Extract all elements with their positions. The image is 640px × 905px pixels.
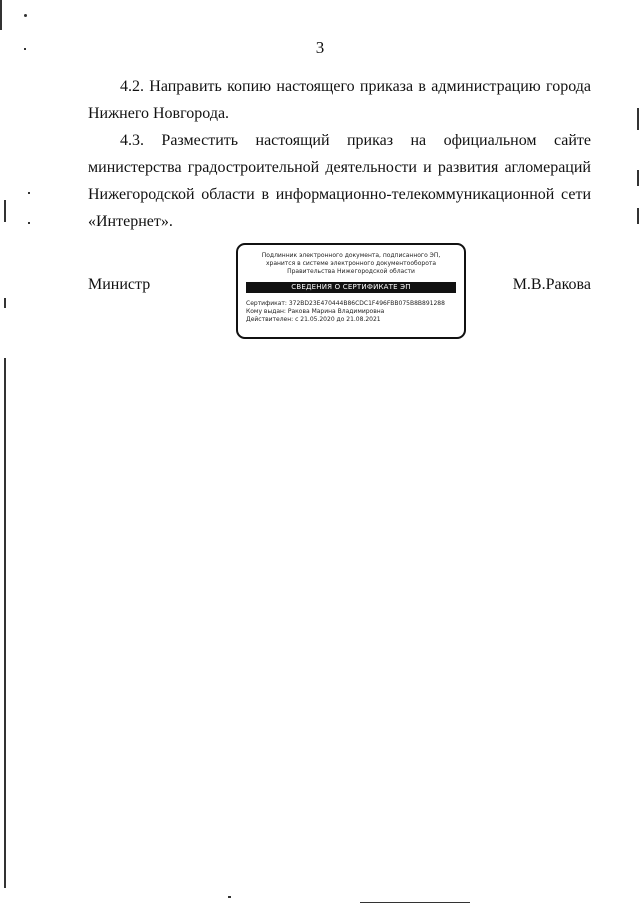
scan-mark	[637, 170, 639, 186]
stamp-header-line: Подлинник электронного документа, подписанного ЭП,	[261, 252, 441, 259]
stamp-header-line: хранится в системе электронного документооборота	[265, 260, 437, 267]
stamp-header	[238, 252, 464, 276]
certificate-serial: Сертификат: 372BD23E470444B86CDC1F496FBB075B8B891288	[246, 300, 445, 307]
scan-mark	[4, 298, 6, 308]
electronic-signature-stamp	[236, 243, 466, 339]
scan-mark	[24, 14, 27, 17]
body-text	[88, 73, 591, 235]
scan-mark	[637, 208, 639, 224]
scan-mark	[360, 902, 470, 903]
scan-mark	[228, 896, 231, 898]
certificate-owner: Кому выдан: Ракова Марина Владимировна	[246, 308, 385, 315]
signatory-position: Министр	[88, 276, 151, 293]
scan-mark	[24, 48, 26, 50]
scan-mark	[0, 0, 2, 30]
scan-mark	[28, 192, 30, 194]
scan-mark	[28, 222, 30, 224]
scan-mark	[637, 108, 639, 130]
scan-mark	[4, 200, 6, 222]
stamp-details	[246, 300, 464, 324]
stamp-header-line: Правительства Нижегородской области	[287, 268, 415, 275]
signatory-name: М.В.Ракова	[512, 276, 591, 293]
certificate-validity: Действителен: с 21.05.2020 до 21.08.2021	[246, 316, 381, 323]
page-number: 3	[315, 38, 325, 57]
stamp-title: СВЕДЕНИЯ О СЕРТИФИКАТЕ ЭП	[246, 282, 456, 293]
paragraph-4-2: 4.2. Направить копию настоящего приказа в администрацию города Нижнего Новгорода.	[88, 78, 591, 122]
paragraph-4-3: 4.3. Разместить настоящий приказ на официальном сайте министерства градостроительной деятельности и развития агломераций Нижегородской области в информационно-телекоммуникационной сети «Интернет».	[88, 132, 591, 230]
scan-mark	[4, 358, 6, 888]
